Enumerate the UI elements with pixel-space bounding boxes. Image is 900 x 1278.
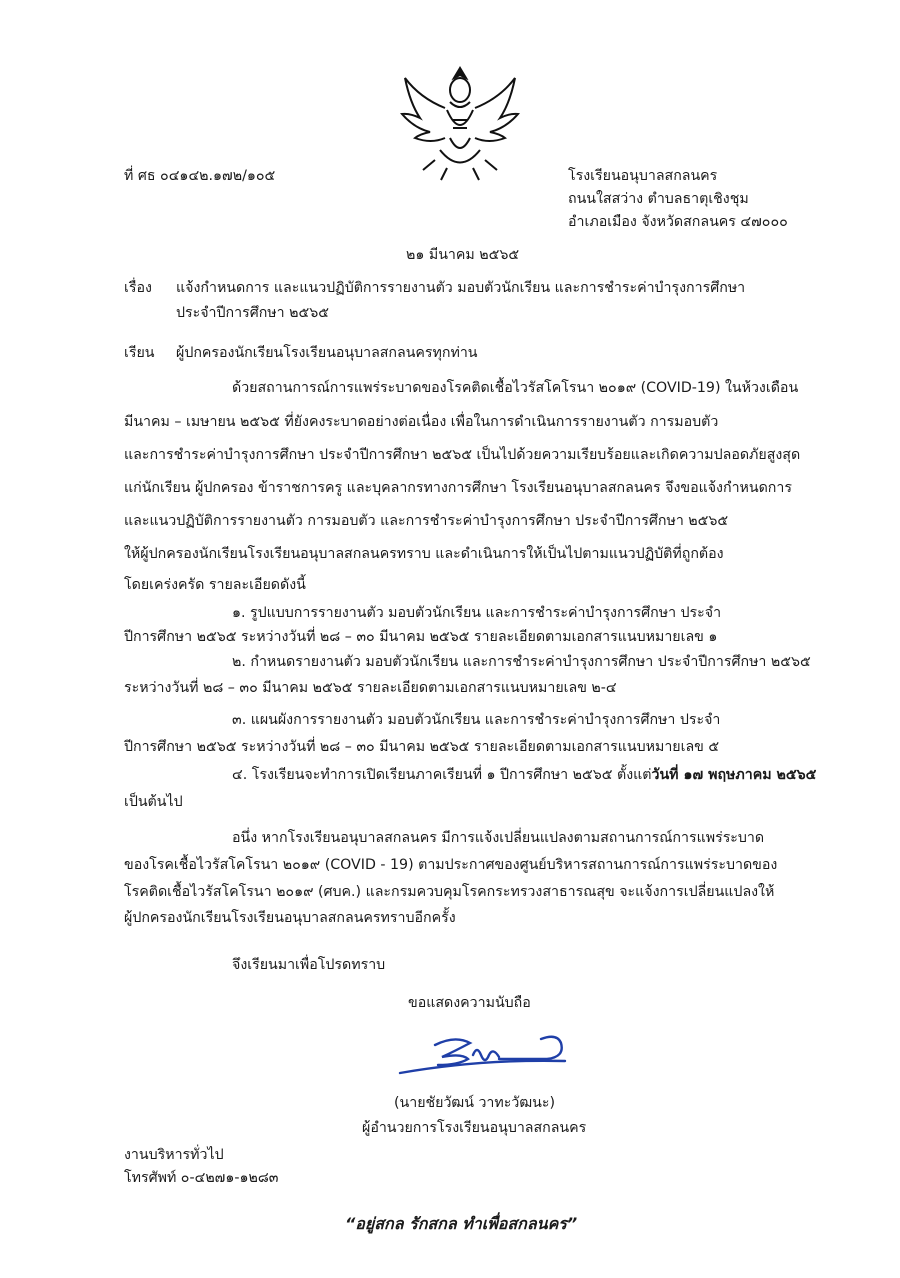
salutation-text: ผู้ปกครองนักเรียนโรงเรียนอนุบาลสกลนครทุกท่าน	[176, 345, 478, 361]
paragraph-line: อนึ่ง หากโรงเรียนอนุบาลสกลนคร มีการแจ้งเปลี่ยนแปลงตามสถานการณ์การแพร่ระบาด	[232, 830, 765, 846]
paragraph-line: ด้วยสถานการณ์การแพร่ระบาดของโรคติดเชื้อไวรัสโคโรนา ๒๐๑๙ (COVID-19) ในห้วงเดือน	[232, 380, 799, 396]
item-line	[232, 765, 816, 785]
regards-text: ขอแสดงความนับถือ	[408, 995, 531, 1011]
item-line: ๓. แผนผังการรายงานตัว มอบตัวนักเรียน และการชำระค่าบำรุงการศึกษา ประจำ	[232, 712, 721, 728]
subject-label: เรื่อง	[124, 280, 152, 296]
item-line: ๒. กำหนดรายงานตัว มอบตัวนักเรียน และการชำระค่าบำรุงการศึกษา ประจำปีการศึกษา ๒๕๖๕	[232, 654, 811, 670]
paragraph-line: ให้ผู้ปกครองนักเรียนโรงเรียนอนุบาลสกลนครทราบ และดำเนินการให้เป็นไปตามแนวปฏิบัติที่ถูกต้อง	[124, 546, 724, 562]
item-line: เป็นต้นไป	[124, 794, 183, 810]
paragraph-line: ผู้ปกครองนักเรียนโรงเรียนอนุบาลสกลนครทราบอีกครั้ง	[124, 910, 456, 926]
signature-icon	[395, 1025, 575, 1085]
phone-number: โทรศัพท์ ๐-๔๒๗๑-๑๒๘๓	[124, 1170, 279, 1186]
paragraph-line: แก่นักเรียน ผู้ปกครอง ข้าราชการครู และบุคลากรทางการศึกษา โรงเรียนอนุบาลสกลนคร จึงขอแจ้งกำหนดการ	[124, 480, 792, 496]
paragraph-line: โรคติดเชื้อไวรัสโคโรนา ๒๐๑๙ (ศบค.) และกรมควบคุมโรคกระทรวงสาธารณสุข จะแจ้งการเปลี่ยนแปลงให้	[124, 884, 775, 900]
paragraph-line: ของโรคเชื้อไวรัสโคโรนา ๒๐๑๙ (COVID - 19) ตามประกาศของศูนย์บริหารสถานการณ์การแพร่ระบาดของ	[124, 857, 778, 873]
item-line: ปีการศึกษา ๒๕๖๕ ระหว่างวันที่ ๒๘ – ๓๐ มีนาคม ๒๕๖๕ รายละเอียดตามเอกสารแนบหมายเลข ๑	[124, 629, 718, 645]
paragraph-line: โดยเคร่งครัด รายละเอียดดังนี้	[124, 577, 306, 593]
opening-date-bold: วันที่ ๑๗ พฤษภาคม ๒๕๖๕	[651, 767, 817, 783]
subject-line-1: แจ้งกำหนดการ และแนวปฏิบัติการรายงานตัว มอบตัวนักเรียน และการชำระค่าบำรุงการศึกษา	[176, 280, 746, 296]
address-line-2: อำเภอเมือง จังหวัดสกลนคร ๔๗๐๐๐	[568, 214, 788, 230]
item-4-text: ๔. โรงเรียนจะทำการเปิดเรียนภาคเรียนที่ ๑ ปีการศึกษา ๒๕๖๕ ตั้งแต่	[232, 767, 652, 783]
reference-number: ที่ ศธ ๐๔๑๔๒.๑๗๒/๑๐๕	[124, 168, 276, 184]
subject-line-2: ประจำปีการศึกษา ๒๕๖๕	[176, 305, 329, 321]
paragraph-line: และแนวปฏิบัติการรายงานตัว การมอบตัว และการชำระค่าบำรุงการศึกษา ประจำปีการศึกษา ๒๕๖๕	[124, 513, 729, 529]
item-line: ๑. รูปแบบการรายงานตัว มอบตัวนักเรียน และการชำระค่าบำรุงการศึกษา ประจำ	[232, 605, 722, 621]
department-name: งานบริหารทั่วไป	[124, 1147, 224, 1163]
school-name: โรงเรียนอนุบาลสกลนคร	[568, 168, 718, 184]
signer-position: ผู้อำนวยการโรงเรียนอนุบาลสกลนคร	[362, 1120, 587, 1136]
salutation-label: เรียน	[124, 345, 155, 361]
item-line: ปีการศึกษา ๒๕๖๕ ระหว่างวันที่ ๒๘ – ๓๐ มีนาคม ๒๕๖๕ รายละเอียดตามเอกสารแนบหมายเลข ๕	[124, 739, 720, 755]
address-line-1: ถนนใสสว่าง ตำบลธาตุเชิงชุม	[568, 191, 749, 207]
paragraph-line: และการชำระค่าบำรุงการศึกษา ประจำปีการศึกษา ๒๕๖๕ เป็นไปด้วยความเรียบร้อยและเกิดความปลอดภัยสูงสุด	[124, 447, 801, 463]
school-motto: “อยู่สกล รักสกล ทำเพื่อสกลนคร”	[345, 1214, 578, 1233]
item-line: ระหว่างวันที่ ๒๘ – ๓๐ มีนาคม ๒๕๖๕ รายละเอียดตามเอกสารแนบหมายเลข ๒-๔	[124, 680, 617, 696]
signer-name: (นายชัยวัฒน์ วาทะวัฒนะ)	[394, 1095, 555, 1111]
letter-date: ๒๑ มีนาคม ๒๕๖๕	[406, 247, 520, 263]
paragraph-line: มีนาคม – เมษายน ๒๕๖๕ ที่ยังคงระบาดอย่างต่อเนื่อง เพื่อในการดำเนินการรายงานตัว การมอบตัว	[124, 414, 719, 430]
garuda-emblem-icon	[395, 60, 525, 185]
closing-text: จึงเรียนมาเพื่อโปรดทราบ	[232, 957, 386, 973]
